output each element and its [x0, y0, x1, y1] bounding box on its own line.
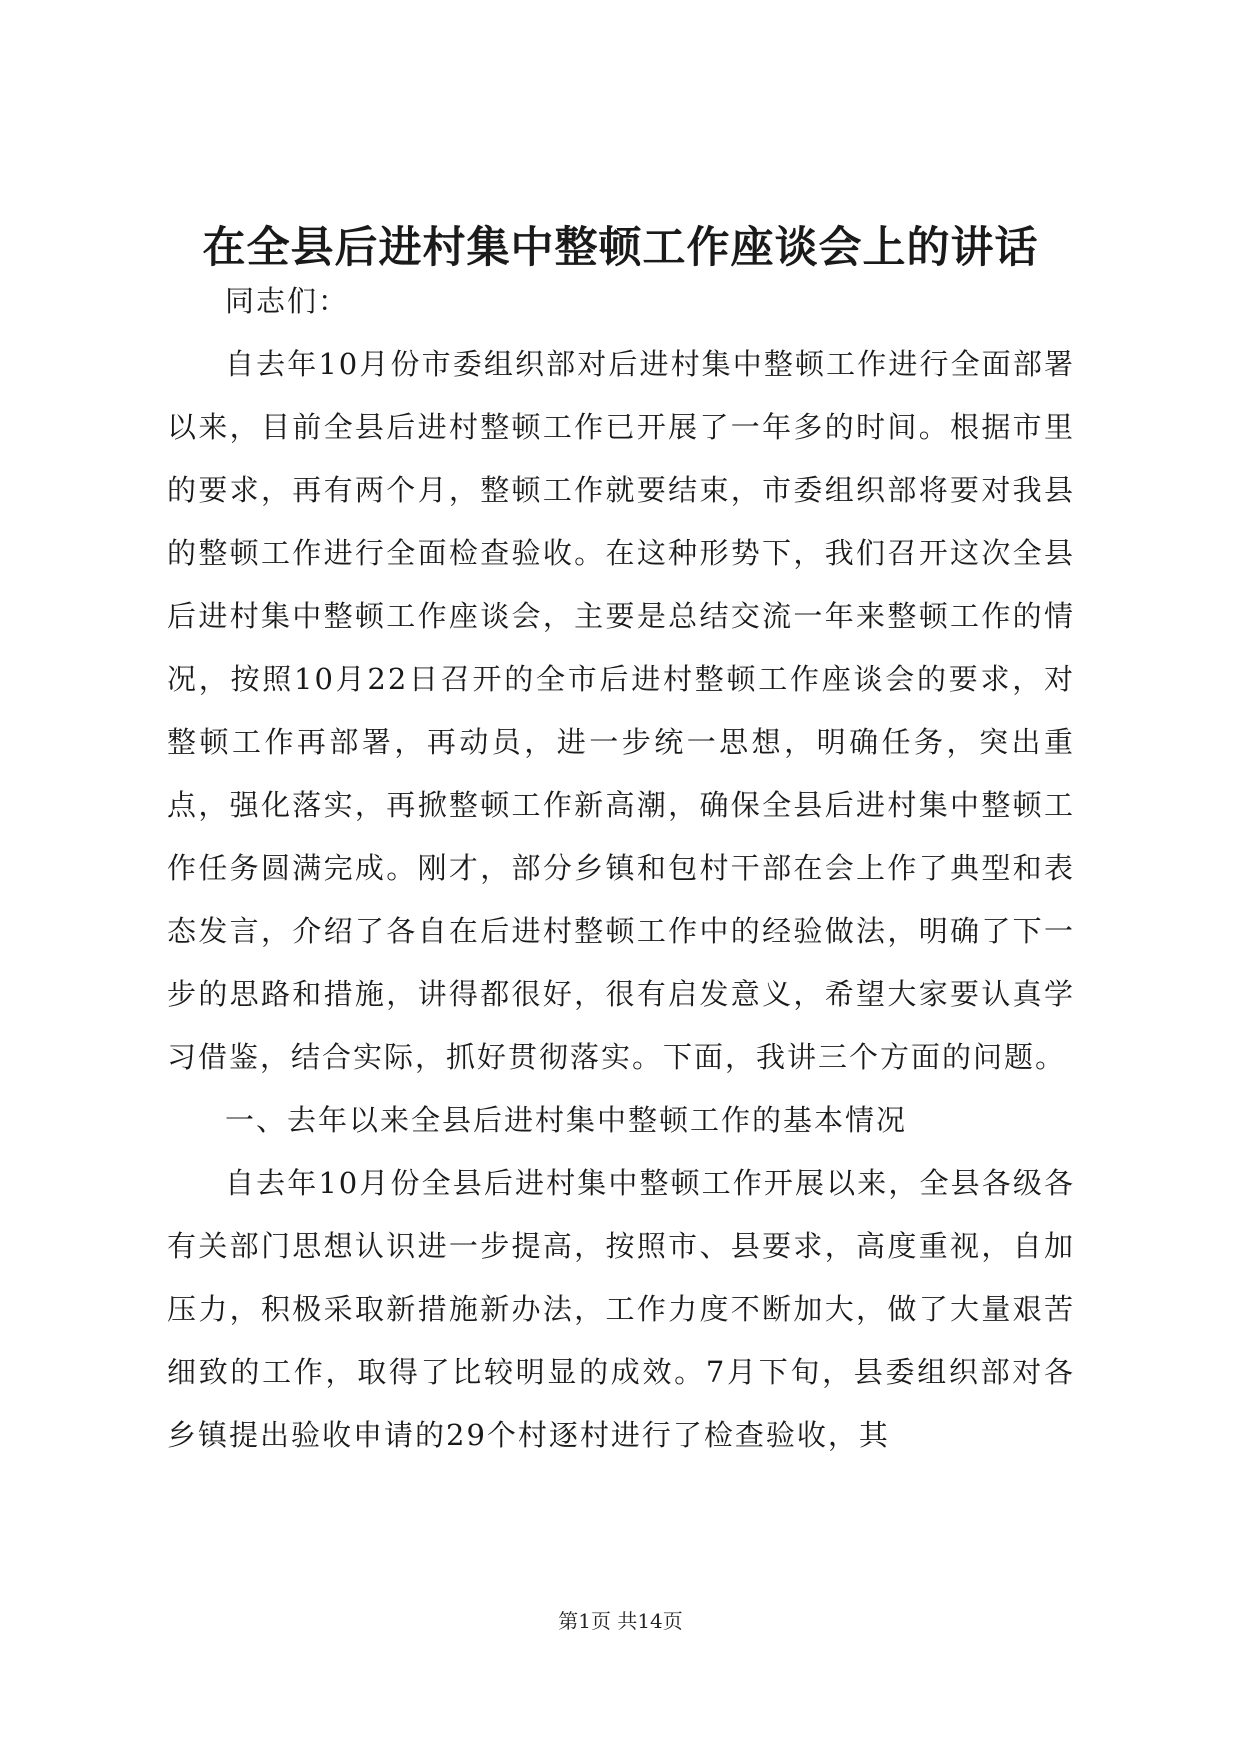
document-title: 在全县后进村集中整顿工作座谈会上的讲话 [202, 223, 1039, 273]
paragraph-intro: 自去年10月份市委组织部对后进村集中整顿工作进行全面部署以来，目前全县后进村整顿工作已开展了一年多的时间。根据市里的要求，再有两个月，整顿工作就要结束，市委组织部将要对我县的整顿工作进行全面检查验收。在这种形势下，我们召开这次全县后进村集中整顿工作座谈会，主要是总结交流一年来整顿工作的情况，按照10月22日召开的全市后进村整顿工作座谈会的要求，对整顿工作再部署，再动员，进一步统一思想，明确任务，突出重点，强化落实，再掀整顿工作新高潮，确保全县后进村集中整顿工作任务圆满完成。刚才，部分乡镇和包村干部在会上作了典型和表态发言，介绍了各自在后进村整顿工作中的经验做法，明确了下一步的思路和措施，讲得都很好，很有启发意义，希望大家要认真学习借鉴，结合实际，抓好贯彻落实。下面，我讲三个方面的问题。 [167, 347, 1075, 1074]
section-heading-1: 一、去年以来全县后进村集中整顿工作的基本情况 [225, 1103, 908, 1137]
paragraph-section-1: 自去年10月份全县后进村集中整顿工作开展以来，全县各级各有关部门思想认识进一步提高，按照市、县要求，高度重视，自加压力，积极采取新措施新办法，工作力度不断加大，做了大量艰苦细致的工作，取得了比较明显的成效。7月下旬，县委组织部对各乡镇提出验收申请的29个村逐村进行了检查验收，其 [167, 1166, 1075, 1452]
paragraph-greeting: 同志们： [225, 284, 350, 318]
document-body [167, 270, 1075, 1467]
page-footer: 第1页 共14页 [558, 1609, 683, 1633]
